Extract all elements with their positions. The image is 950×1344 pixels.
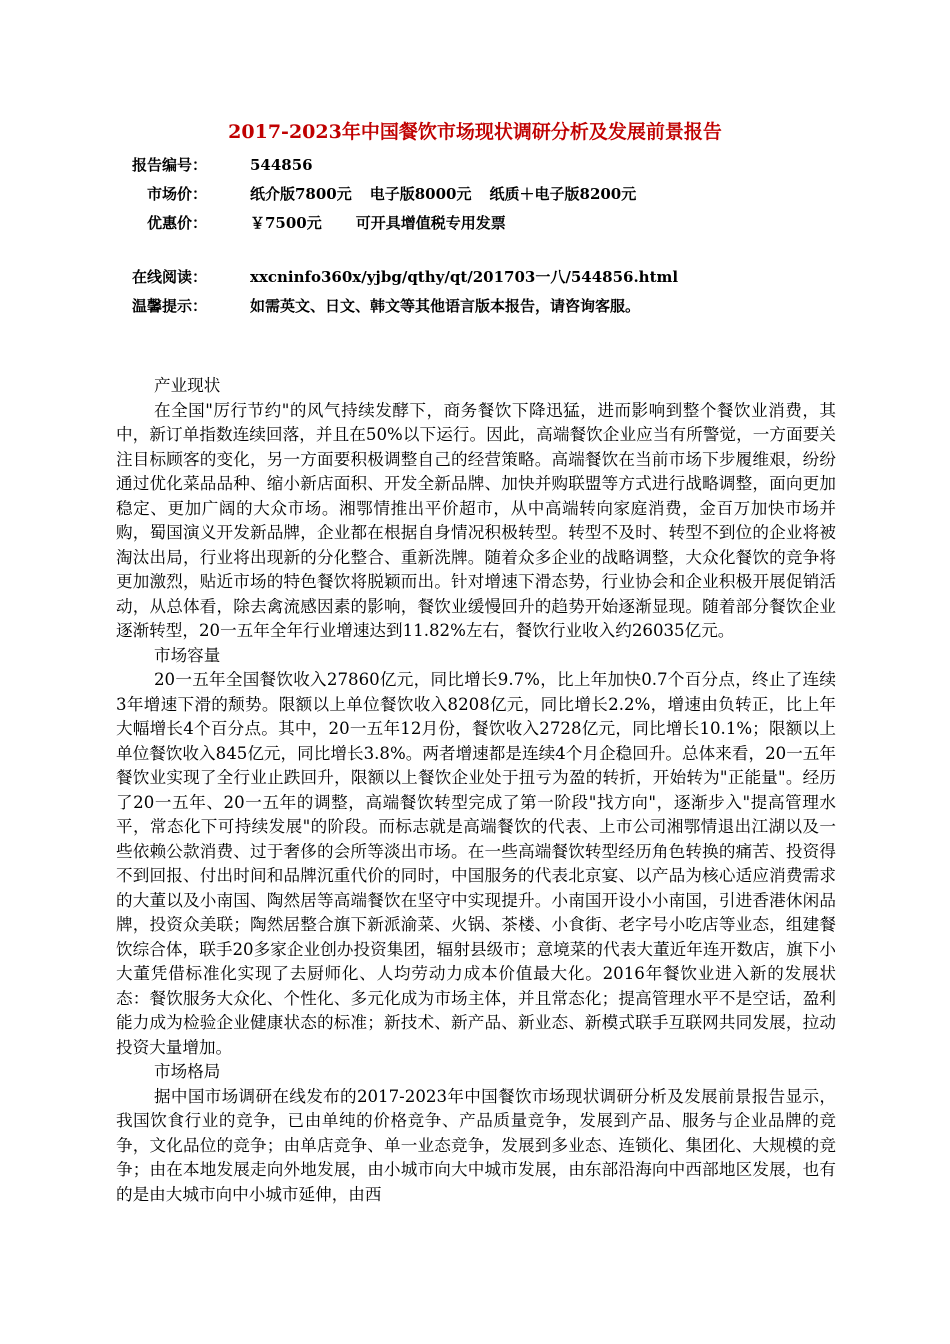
section-text-market-capacity: 20一五年全国餐饮收入27860亿元，同比增长9.7%，比上年加快0.7个百分点，终止了连续3年增速下滑的颓势。限额以上单位餐饮收入8208亿元，同比增长2.2%，增速由负转正，比上年大幅增长4个百分点。其中，20一五年12月份，餐饮收入2728亿元，同比增长10.1%；限额以上单位餐饮收入845亿元，同比增长3.8%。两者增速都是连续4个月企稳回升。总体来看，20一五年餐饮业实现了全行业止跌回升，限额以上餐饮企业处于扭亏为盈的转折，开始转为"正能量"。经历了20一五年、20一五年的调整，高端餐饮转型完成了第一阶段"找方向"，逐渐步入"提高管理水平，常态化下可持续发展"的阶段。而标志就是高端餐饮的代表、上市公司湘鄂情退出江湖以及一些依赖公款消费、过于奢侈的会所等淡出市场。在一些高端餐饮转型经历角色转换的痛苦、投资得不到回报、付出时间和品牌沉重代价的同时，中国服务的代表北京宴、以产品为核心适应消费需求的大董以及小南国、陶然居等高端餐饮在坚守中实现提升。小南国开设小小南国，引进香港休闲品牌，投资众美联；陶然居整合旗下新派渝菜、火锅、茶楼、小食街、老字号小吃店等业态，组建餐饮综合体，联手20多家企业创办投资集团，辐射县级市；意境菜的代表大董近年连开数店，旗下小大董凭借标准化实现了去厨师化、人均劳动力成本价值最大化。2016年餐饮业进入新的发展状态：餐饮服务大众化、个性化、多元化成为市场主体，并且常态化；提高管理水平不是空话，盈利能力成为检验企业健康状态的标准；新技术、新产品、新业态、新模式联手互联网共同发展，拉动投资大量增加。 bbox=[116, 670, 836, 1057]
report-title: 2017-2023年中国餐饮市场现状调研分析及发展前景报告 bbox=[228, 121, 722, 143]
online-read-link[interactable]: xxcninfo360x/yjbg/qthy/qt/201703一八/544856.html bbox=[250, 268, 679, 286]
tip-row bbox=[132, 295, 640, 316]
discount-price-row bbox=[132, 212, 524, 233]
discount-price-label: 优惠价： bbox=[147, 214, 208, 232]
discount-price-value: ￥7500元 bbox=[250, 214, 322, 232]
report-body bbox=[116, 374, 836, 1207]
price-both: 纸质＋电子版8200元 bbox=[489, 185, 637, 203]
section-heading-industry-status: 产业现状 bbox=[154, 376, 221, 395]
report-code-value: 544856 bbox=[250, 156, 313, 174]
report-code-row bbox=[132, 154, 313, 175]
tip-value: 如需英文、日文、韩文等其他语言版本报告，请咨询客服。 bbox=[250, 297, 641, 315]
online-read-label: 在线阅读： bbox=[132, 268, 208, 286]
discount-note: 可开具增值税专用发票 bbox=[355, 214, 506, 232]
tip-label: 温馨提示： bbox=[132, 297, 208, 315]
price-paper: 纸介版7800元 bbox=[250, 185, 352, 203]
section-text-market-pattern: 据中国市场调研在线发布的2017-2023年中国餐饮市场现状调研分析及发展前景报告显示，我国饮食行业的竞争，已由单纯的价格竞争、产品质量竞争，发展到产品、服务与企业品牌的竞争，文化品位的竞争；由单店竞争、单一业态竞争，发展到多业态、连锁化、集团化、大规模的竞争；由在本地发展走向外地发展，由小城市向大中城市发展，由东部沿海向中西部地区发展，也有的是由大城市向中小城市延伸，由西 bbox=[116, 1086, 836, 1204]
online-read-row bbox=[132, 266, 678, 287]
section-text-industry-status: 在全国"厉行节约"的风气持续发酵下，商务餐饮下降迅猛，进而影响到整个餐饮业消费，其中，新订单指数连续回落，并且在50%以下运行。因此，高端餐饮企业应当有所警觉，一方面要关注目标顾客的变化，另一方面要积极调整自己的经营策略。高端餐饮在当前市场下步履维艰，纷纷通过优化菜品品种、缩小新店面积、开发全新品牌、加快并购联盟等方式进行战略调整，面向更加稳定、更加广阔的大众市场。湘鄂情推出平价超市，从中高端转向家庭消费，金百万加快市场并购，蜀国演义开发新品牌，企业都在根据自身情况积极转型。转型不及时、转型不到位的企业将被淘汰出局，行业将出现新的分化整合、重新洗牌。随着众多企业的战略调整，大众化餐饮的竞争将更加激烈，贴近市场的特色餐饮将脱颖而出。针对增速下滑态势，行业协会和企业积极开展促销活动，从总体看，除去禽流感因素的影响，餐饮业缓慢回升的趋势开始逐渐显现。随着部分餐饮企业逐渐转型，20一五年全年行业增速达到11.82%左右，餐饮行业收入约26035亿元。 bbox=[116, 400, 836, 640]
market-price-label: 市场价： bbox=[147, 185, 208, 203]
report-code-label: 报告编号： bbox=[132, 156, 208, 174]
market-price-row bbox=[132, 183, 654, 204]
price-electronic: 电子版8000元 bbox=[369, 185, 472, 203]
section-heading-market-capacity: 市场容量 bbox=[154, 645, 221, 665]
section-heading-market-pattern: 市场格局 bbox=[154, 1062, 221, 1081]
